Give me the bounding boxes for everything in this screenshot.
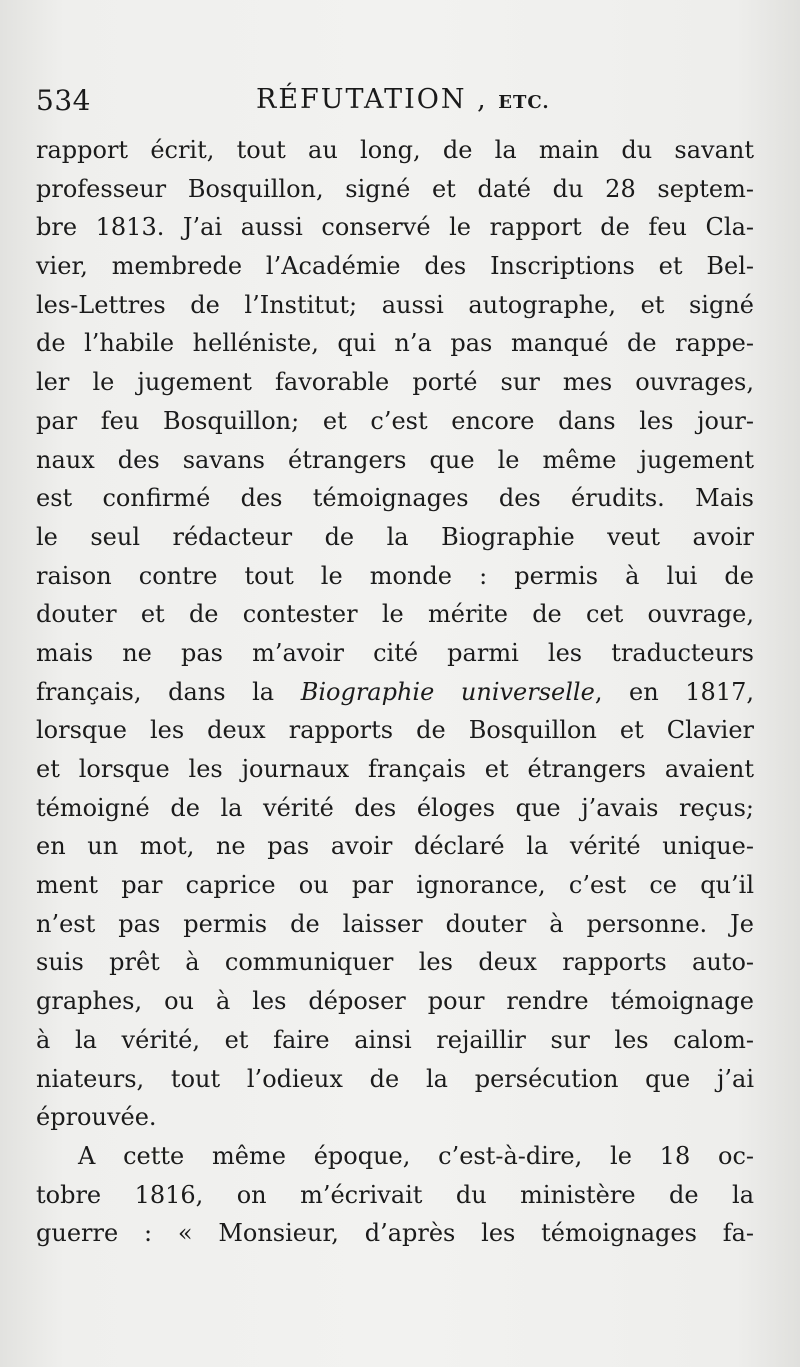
text-line: mais ne pas m’avoir cité parmi les traducteurs (36, 638, 754, 667)
book-title: Biographie universelle (300, 677, 595, 706)
line-segment: français, dans la (36, 677, 301, 706)
text-line: le seul rédacteur de la Biographie veut avoir (36, 522, 754, 551)
text-line: est confirmé des témoignages des érudits. Mais (36, 484, 754, 513)
text-line: ler le jugement favorable porté sur mes ouvrages, (36, 368, 754, 397)
text-line: n’est pas permis de laisser douter à personne. Je (36, 909, 754, 938)
text-line-with-title (36, 673, 754, 712)
text-line: professeur Bosquillon, signé et daté du 28 septem- (36, 174, 754, 203)
running-title (256, 84, 550, 115)
text-line: douter et de contester le mérite de cet ouvrage, (36, 600, 754, 629)
text-line: graphes, ou à les déposer pour rendre témoignage (36, 987, 754, 1016)
page-header (36, 84, 746, 124)
text-line: vier, membrede l’Académie des Inscriptions et Bel- (36, 252, 754, 281)
text-line: témoigné de la vérité des éloges que j’avais reçus; (36, 793, 754, 822)
running-title-main: RÉFUTATION , (256, 84, 488, 115)
text-line: guerre : « Monsieur, d’après les témoignages fa- (36, 1219, 754, 1248)
text-line: et lorsque les journaux français et étrangers avaient (36, 755, 754, 783)
text-line: A cette même époque, c’est-à-dire, le 18 oc- (78, 1141, 754, 1170)
page-number: 534 (36, 84, 91, 117)
text-line: éprouvée. (36, 1103, 157, 1132)
text-line: lorsque les deux rapports de Bosquillon et Clavier (36, 716, 754, 745)
text-line: à la vérité, et faire ainsi rejaillir sur les calom- (36, 1025, 754, 1054)
text-line: naux des savans étrangers que le même jugement (36, 445, 754, 474)
text-line: tobre 1816, on m’écrivait du ministère de la (36, 1180, 754, 1209)
text-line: ment par caprice ou par ignorance, c’est ce qu’il (36, 871, 754, 900)
text-line: en un mot, ne pas avoir déclaré la vérité unique- (36, 832, 754, 861)
text-line: rapport écrit, tout au long, de la main du savant (36, 136, 754, 164)
text-line: raison contre tout le monde : permis à lui de (36, 561, 754, 590)
text-line: bre 1813. J’ai aussi conservé le rapport de feu Cla- (36, 213, 754, 242)
line-segment: , en 1817, (594, 677, 754, 706)
running-title-etc: ETC. (498, 92, 550, 113)
text-line: par feu Bosquillon; et c’est encore dans les jour- (36, 406, 754, 435)
body-text (36, 131, 754, 1253)
text-line: de l’habile helléniste, qui n’a pas manqué de rappe- (36, 329, 754, 358)
text-line: suis prêt à communiquer les deux rapports auto- (36, 948, 754, 977)
text-line: les-Lettres de l’Institut; aussi autographe, et signé (36, 290, 754, 319)
text-line: niateurs, tout l’odieux de la persécution que j’ai (36, 1064, 754, 1093)
